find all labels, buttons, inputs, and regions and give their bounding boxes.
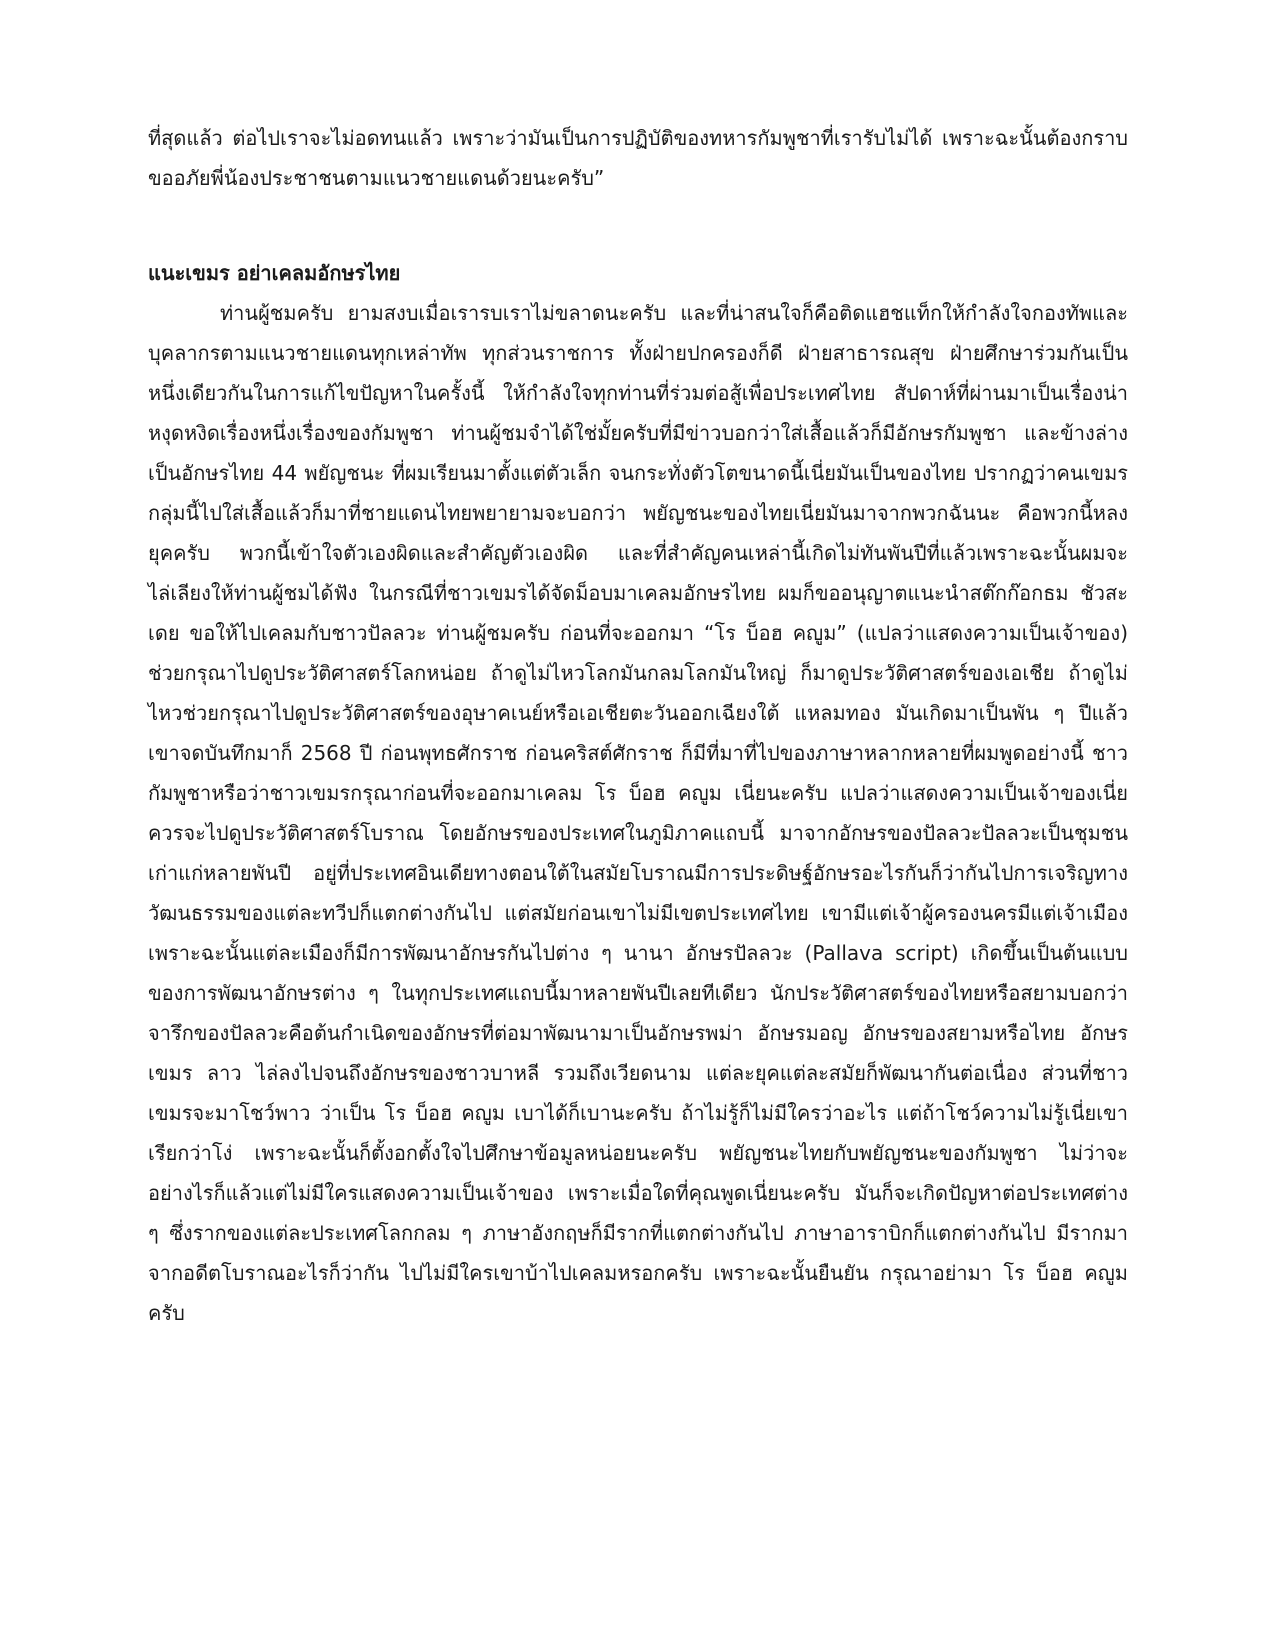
- section-heading: แนะเขมร อย่าเคลมอักษรไทย: [148, 261, 401, 285]
- document-body: [148, 118, 1128, 1333]
- body-paragraph: ท่านผู้ชมครับ ยามสงบเมื่อเรารบเราไม่ขลาดนะครับ และที่น่าสนใจก็คือติดแฮชแท็กให้กำลังใจกองทัพและบุคลากรตามแนวชายแดนทุกเหล่าทัพ ทุกส่วนราชการ ทั้งฝ่ายปกครองก็ดี ฝ่ายสาธารณสุข ฝ่ายศึกษาร่วมกันเป็นหนึ่งเดียวกันในการแก้ไขปัญหาในครั้งนี้ ให้กำลังใจทุกท่านที่ร่วมต่อสู้เพื่อประเทศไทย สัปดาห์ที่ผ่านมาเป็นเรื่องน่าหงุดหงิดเรื่องหนึ่งเรื่องของกัมพูชา ท่านผู้ชมจำได้ใช่มั้ยครับที่มีข่าวบอกว่าใส่เสื้อแล้วก็มีอักษรกัมพูชา และข้างล่างเป็นอักษรไทย 44 พยัญชนะ ที่ผมเรียนมาตั้งแต่ตัวเล็ก จนกระทั่งตัวโตขนาดนี้เนี่ยมันเป็นของไทย ปรากฏว่าคนเขมรกลุ่มนี้ไปใส่เสื้อแล้วก็มาที่ชายแดนไทยพยายามจะบอกว่า พยัญชนะของไทยเนี่ยมันมาจากพวกฉันนะ คือพวกนี้หลงยุคครับ พวกนี้เข้าใจตัวเองผิดและสำคัญตัวเองผิด และที่สำคัญคนเหล่านี้เกิดไม่ทันพันปีที่แล้วเพราะฉะนั้นผมจะไล่เลียงให้ท่านผู้ชมได้ฟัง ในกรณีที่ชาวเขมรได้จัดม็อบมาเคลมอักษรไทย ผมก็ขออนุญาตแนะนำสต๊กก๊อกธม ชัวสะเดย ขอให้ไปเคลมกับชาวปัลลวะ ท่านผู้ชมครับ ก่อนที่จะออกมา “โร บ็อฮ คญูม” (แปลว่าแสดงความเป็นเจ้าของ) ช่วยกรุณาไปดูประวัติศาสตร์โลกหน่อย ถ้าดูไม่ไหวโลกมันกลมโลกมันใหญ่ ก็มาดูประวัติศาสตร์ของเอเชีย ถ้าดูไม่ไหวช่วยกรุณาไปดูประวัติศาสตร์ของอุษาคเนย์หรือเอเชียตะวันออกเฉียงใต้ แหลมทอง มันเกิดมาเป็นพัน ๆ ปีแล้ว เขาจดบันทึกมาก็ 2568 ปี ก่อนพุทธศักราช ก่อนคริสต์ศักราช ก็มีที่มาที่ไปของภาษาหลากหลายที่ผมพูดอย่างนี้ ชาวกัมพูชาหรือว่าชาวเขมรกรุณาก่อนที่จะออกมาเคลม โร บ็อฮ คญูม เนี่ยนะครับ แปลว่าแสดงความเป็นเจ้าของเนี่ย ควรจะไปดูประวัติศาสตร์โบราณ โดยอักษรของประเทศในภูมิภาคแถบนี้ มาจากอักษรของปัลลวะปัลลวะเป็นชุมชนเก่าแก่หลายพันปี อยู่ที่ประเทศอินเดียทางตอนใต้ในสมัยโบราณมีการประดิษฐ์อักษรอะไรกันก็ว่ากันไปการเจริญทางวัฒนธรรมของแต่ละทวีปก็แตกต่างกันไป แต่สมัยก่อนเขาไม่มีเขตประเทศไทย เขามีแต่เจ้าผู้ครองนครมีแต่เจ้าเมือง เพราะฉะนั้นแต่ละเมืองก็มีการพัฒนาอักษรกันไปต่าง ๆ นานา อักษรปัลลวะ (Pallava script) เกิดขึ้นเป็นต้นแบบของการพัฒนาอักษรต่าง ๆ ในทุกประเทศแถบนี้มาหลายพันปีเลยทีเดียว นักประวัติศาสตร์ของไทยหรือสยามบอกว่า จารึกของปัลลวะคือต้นกำเนิดของอักษรที่ต่อมาพัฒนามาเป็นอักษรพม่า อักษรมอญ อักษรของสยามหรือไทย อักษรเขมร ลาว ไล่ลงไปจนถึงอักษรของชาวบาหลี รวมถึงเวียดนาม แต่ละยุคแต่ละสมัยก็พัฒนากันต่อเนื่อง ส่วนที่ชาวเขมรจะมาโชว์พาว ว่าเป็น โร บ็อฮ คญูม เบาได้ก็เบานะครับ ถ้าไม่รู้ก็ไม่มีใครว่าอะไร แต่ถ้าโชว์ความไม่รู้เนี่ยเขาเรียกว่าโง่ เพราะฉะนั้นก็ตั้งอกตั้งใจไปศึกษาข้อมูลหน่อยนะครับ พยัญชนะไทยกับพยัญชนะของกัมพูชา ไม่ว่าจะอย่างไรก็แล้วแต่ไม่มีใครแสดงความเป็นเจ้าของ เพราะเมื่อใดที่คุณพูดเนี่ยนะครับ มันก็จะเกิดปัญหาต่อประเทศต่าง ๆ ซึ่งรากของแต่ละประเทศโลกกลม ๆ ภาษาอังกฤษก็มีรากที่แตกต่างกันไป ภาษาอาราบิกก็แตกต่างกันไป มีรากมาจากอดีตโบราณอะไรก็ว่ากัน ไปไม่มีใครเขาบ้าไปเคลมหรอกครับ เพราะฉะนั้นยืนยัน กรุณาอย่ามา โร บ็อฮ คญูม ครับ: [148, 301, 1128, 1325]
- opening-paragraph: ที่สุดแล้ว ต่อไปเราจะไม่อดทนแล้ว เพราะว่ามันเป็นการปฏิบัติของทหารกัมพูชาที่เรารับไม่ได้ เพราะฉะนั้นต้องกราบขออภัยพี่น้องประชาชนตามแนวชายแดนด้วยนะครับ”: [148, 126, 1128, 190]
- paragraph-spacer: [148, 198, 1128, 253]
